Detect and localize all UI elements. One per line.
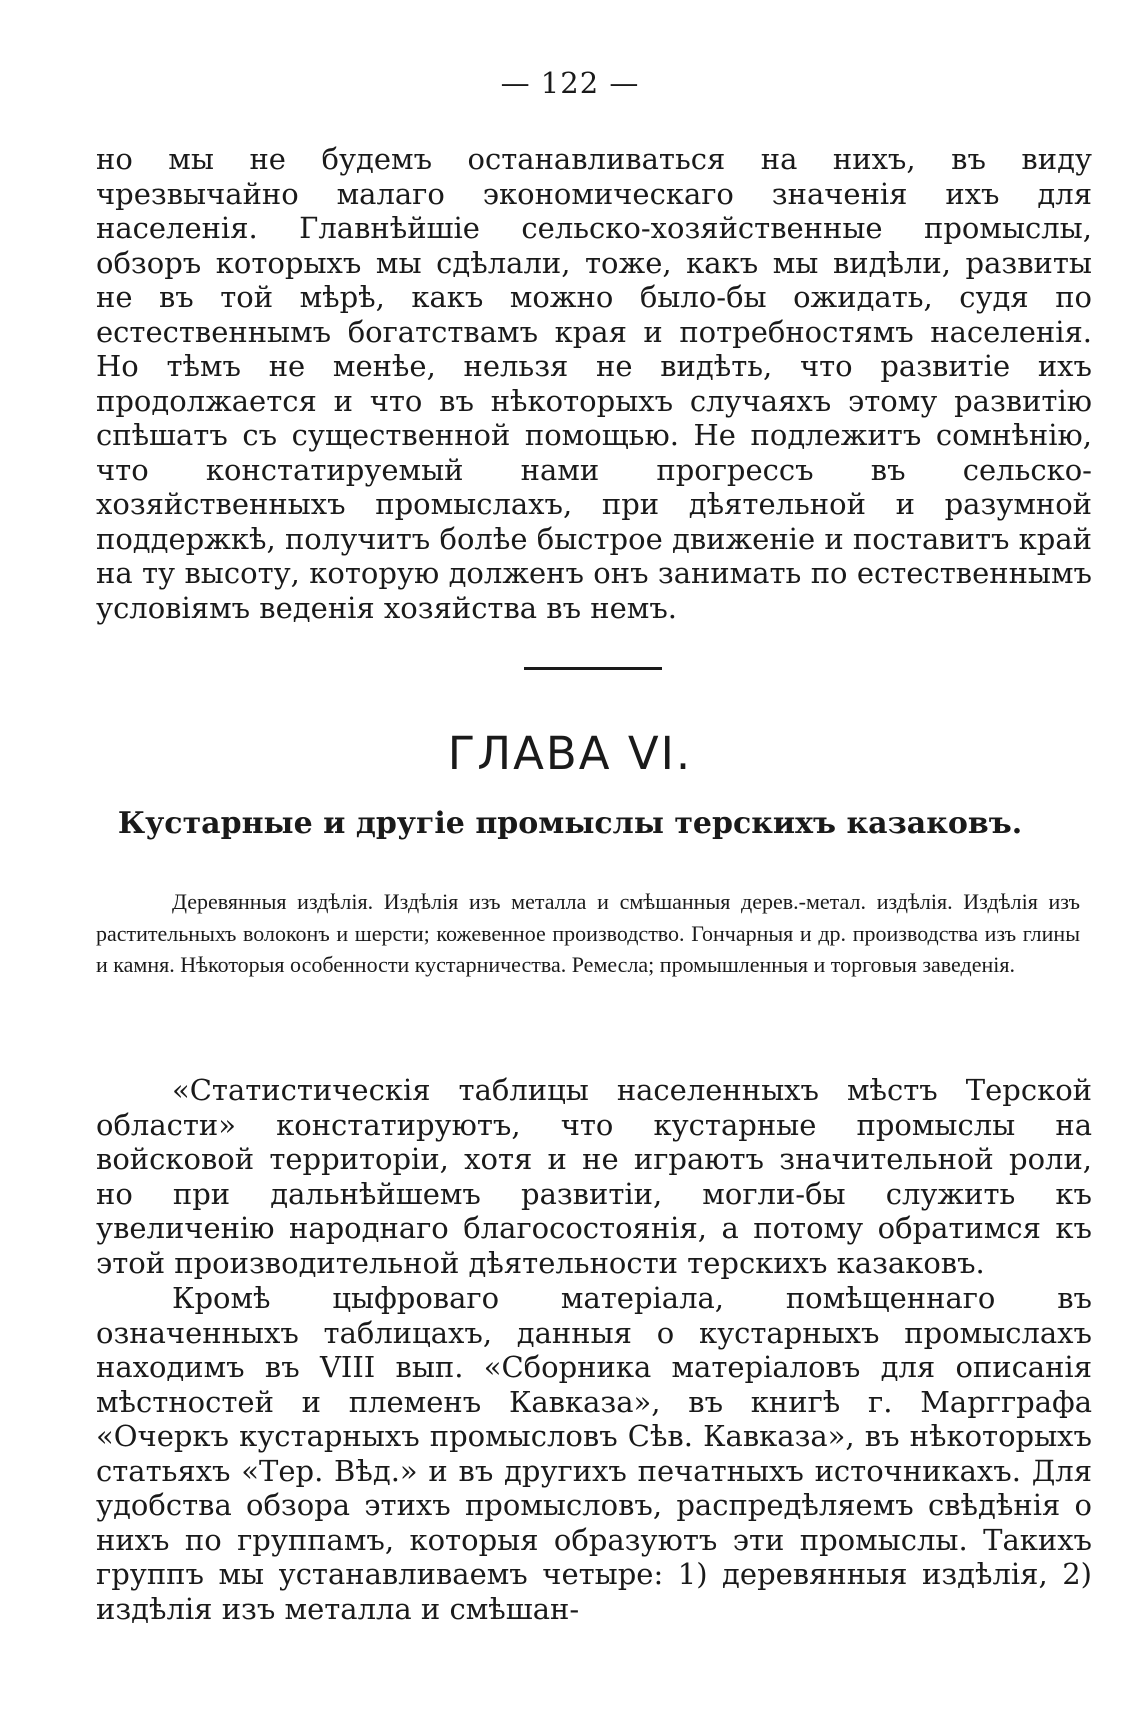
chapter-title: ГЛАВА VI.	[447, 727, 693, 780]
continuation-paragraph: но мы не будемъ останавливаться на нихъ, въ виду чрезвычайно малаго экономическаго значенія ихъ для населенія. Главнѣйшіе сельско-хозяйственные промыслы, обзоръ которыхъ мы сдѣлали, тоже, какъ мы видѣли, развиты не въ той мѣрѣ, какъ можно было-бы ожидать, судя по естественнымъ богатствамъ края и потребностямъ населенія. Но тѣмъ не менѣе, нельзя не видѣть, что развитіе ихъ продолжается и что въ нѣкоторыхъ случаяхъ этому развитію спѣшатъ съ существенной помощью. Не подлежитъ сомнѣнію, что констатируемый нами прогрессъ въ сельско-хозяйственныхъ промыслахъ, при дѣятельной и разумной поддержкѣ, получитъ болѣе быстрое движеніе и поставитъ край на ту высоту, которую долженъ онъ занимать по естественнымъ условіямъ веденія хозяйства въ немъ.	[96, 142, 1092, 625]
chapter-summary: Деревянныя издѣлія. Издѣлія изъ металла и смѣшанныя дерев.-метал. издѣлія. Издѣлія изъ растительныхъ волоконъ и шерсти; кожевенное производство. Гончарныя и др. производства изъ глины и камня. Нѣкоторыя особенности кустарничества. Ремесла; промышленныя и торговыя заведенія.	[96, 889, 1080, 977]
chapter-subtitle: Кустарные и другіе промыслы терскихъ казаковъ.	[117, 806, 1023, 841]
page-number: — 122 —	[500, 66, 640, 100]
section-divider	[524, 667, 662, 670]
body-paragraph-1: «Статистическія таблицы населенныхъ мѣстъ Терской области» констатируютъ, что кустарные промыслы на войсковой территоріи, хотя и не играютъ значительной роли, но при дальнѣйшемъ развитіи, могли-бы служить къ увеличенію народнаго благосостоянія, а потому обратимся къ этой производительной дѣятельности терскихъ казаковъ.	[96, 1073, 1092, 1280]
body-paragraph-2: Кромѣ цыфроваго матеріала, помѣщеннаго въ означенныхъ таблицахъ, данныя о кустарныхъ промыслахъ находимъ въ VIII вып. «Сборника матеріаловъ для описанія мѣстностей и племенъ Кавказа», въ книгѣ г. Маргграфа «Очеркъ кустарныхъ промысловъ Сѣв. Кавказа», въ нѣкоторыхъ статьяхъ «Тер. Вѣд.» и въ другихъ печатныхъ источникахъ. Для удобства обзора этихъ промысловъ, распредѣляемъ свѣдѣнія о нихъ по группамъ, которыя образуютъ эти промыслы. Такихъ группъ мы устанавливаемъ четыре: 1) деревянныя издѣлія, 2) издѣлія изъ металла и смѣшан-	[96, 1281, 1092, 1626]
